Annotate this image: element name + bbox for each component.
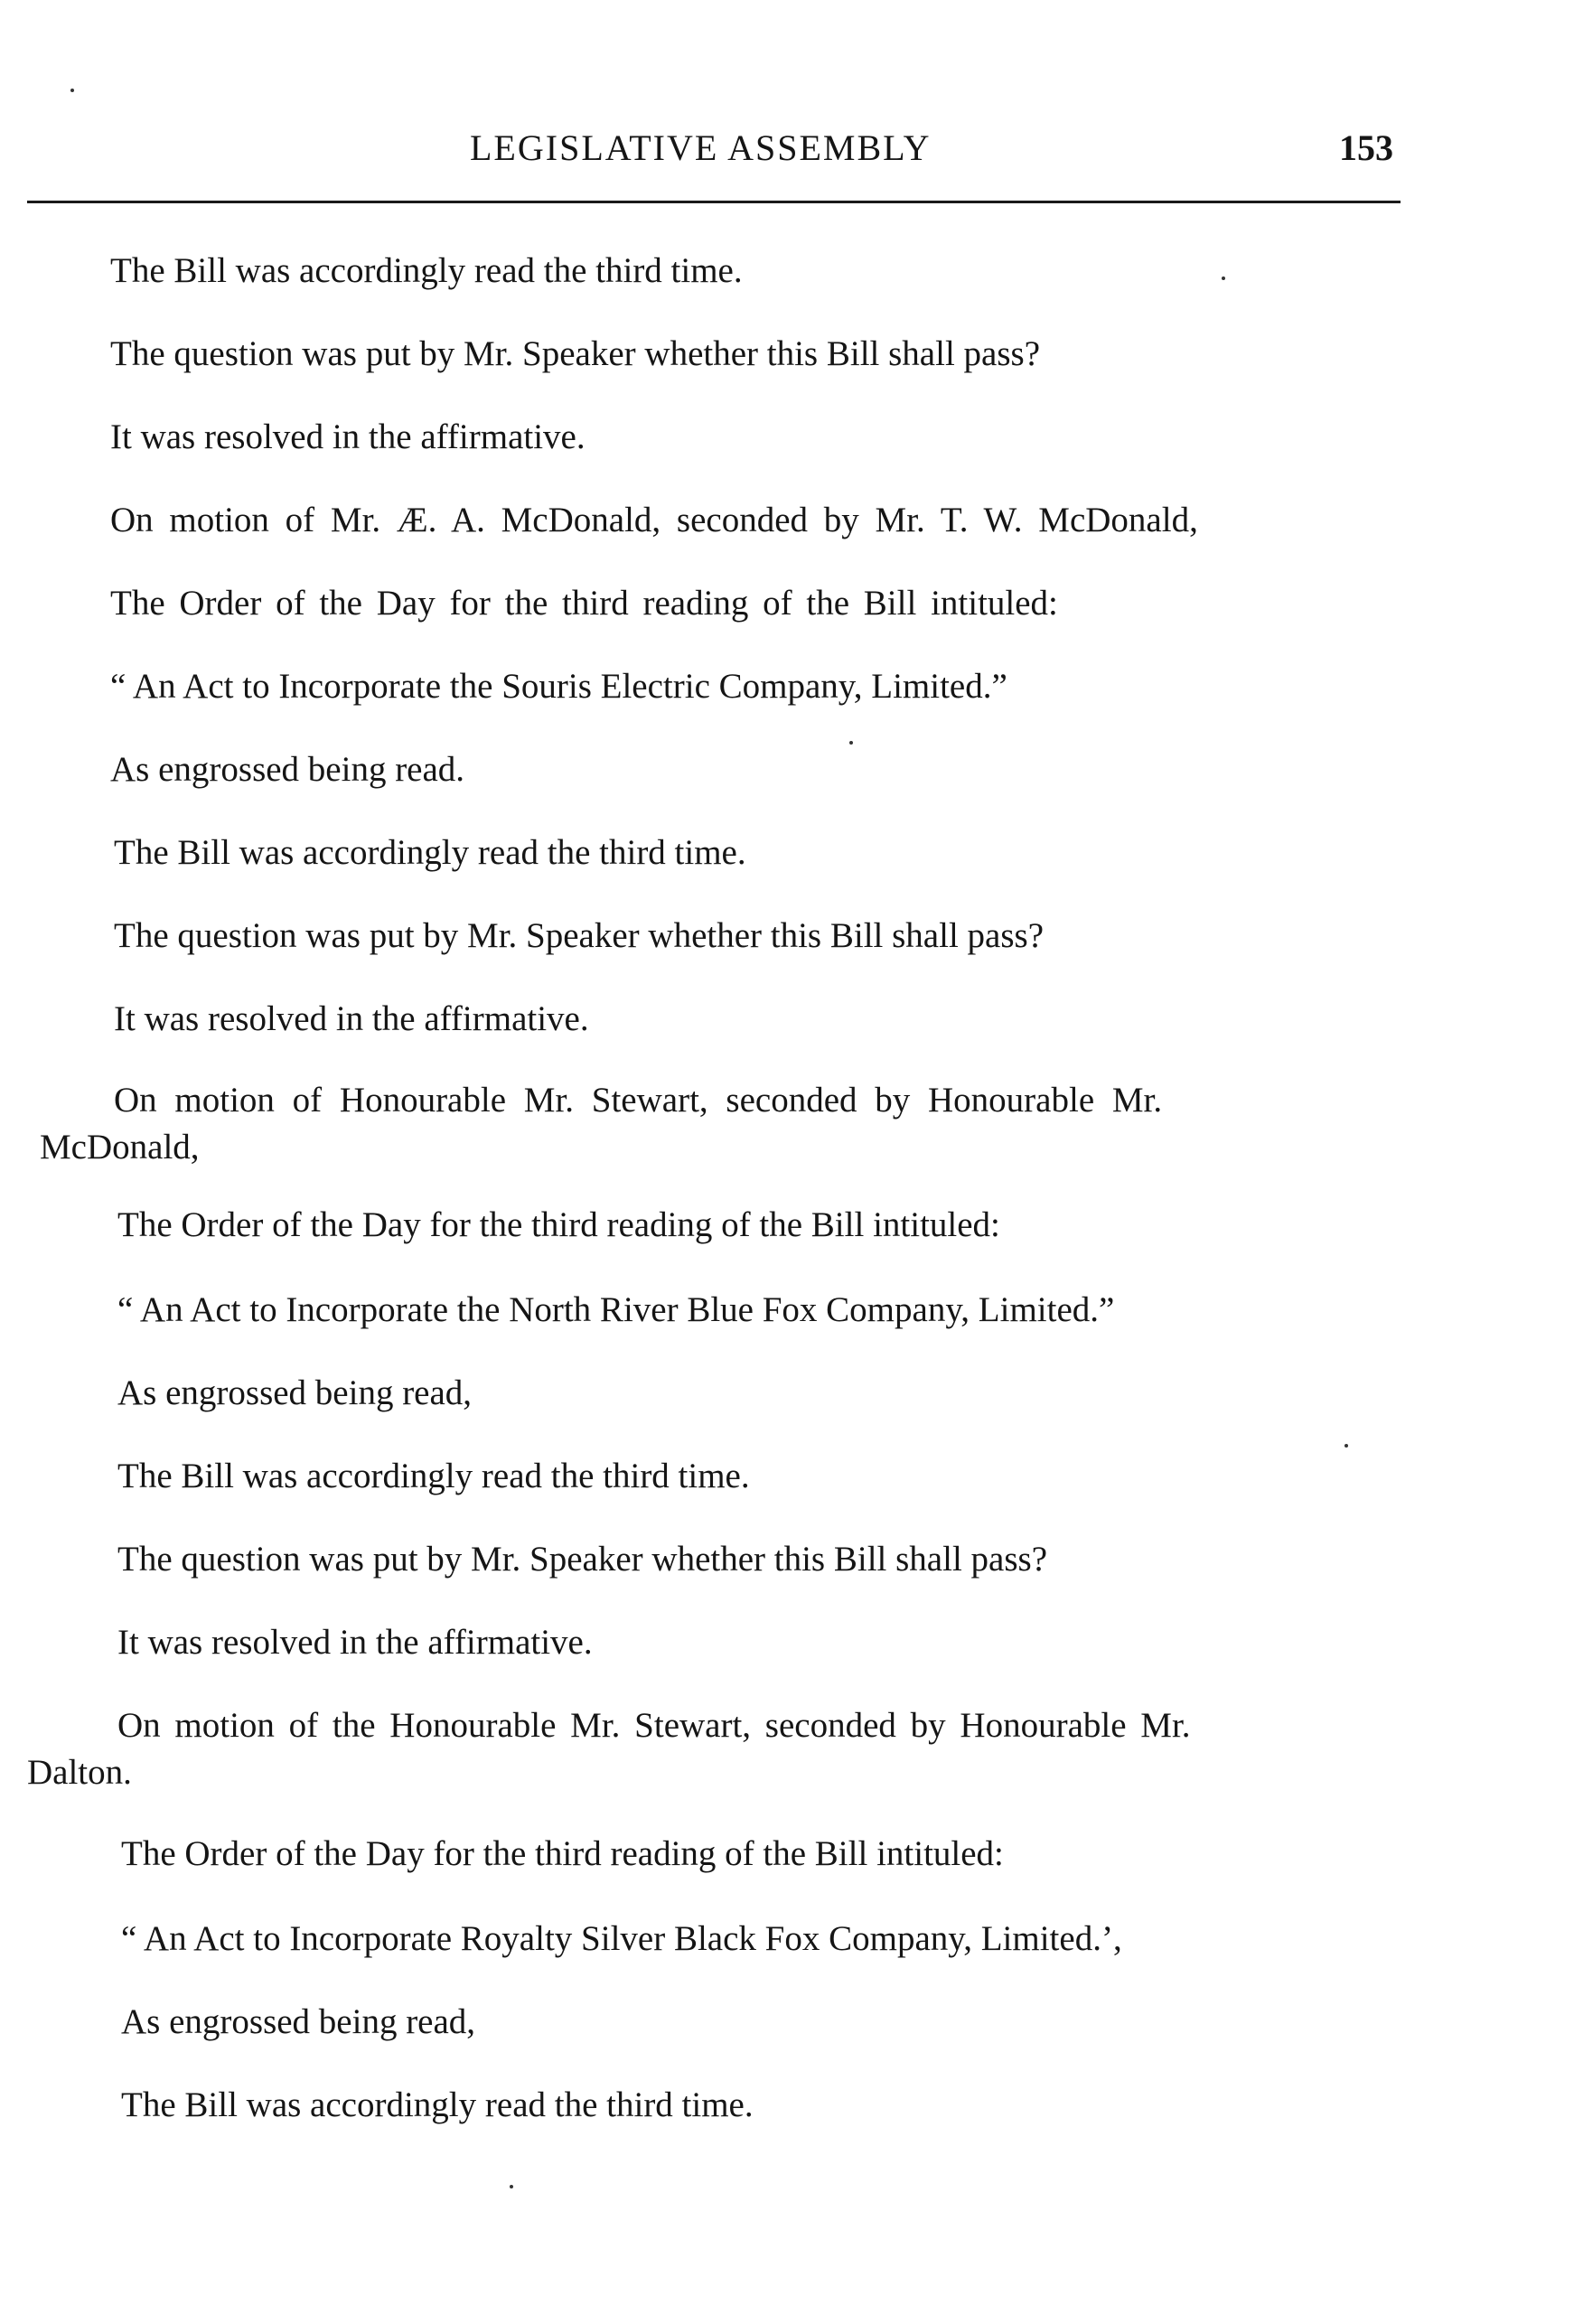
scan-speck (849, 741, 853, 745)
text-line: Dalton. (27, 1753, 132, 1792)
text-line: The Order of the Day for the third reading of the Bill intituled: (121, 1834, 1004, 1873)
scan-speck (1344, 1444, 1348, 1448)
scan-speck (1222, 276, 1225, 280)
text-line: As engrossed being read, (117, 1373, 473, 1412)
text-line: The question was put by Mr. Speaker whether this Bill shall pass? (110, 334, 1041, 373)
text-line: The Bill was accordingly read the third time. (121, 2085, 754, 2124)
text-line: The question was put by Mr. Speaker whether this Bill shall pass? (117, 1540, 1048, 1579)
text-line: McDonald, (40, 1128, 200, 1167)
text-line: The Bill was accordingly read the third time. (114, 833, 746, 872)
text-line: The Order of the Day for the third reading of the Bill intituled: (117, 1205, 1000, 1244)
text-line: On motion of the Honourable Mr. Stewart, seconded by Honourable Mr. (117, 1706, 1191, 1745)
text-line: On motion of Mr. Æ. A. McDonald, seconded by Mr. T. W. McDonald, (110, 501, 1198, 539)
text-line: “ An Act to Incorporate Royalty Silver Black Fox Company, Limited.’, (121, 1919, 1122, 1958)
text-line: “ An Act to Incorporate the Souris Electric Company, Limited.” (110, 667, 1007, 706)
text-line: It was resolved in the affirmative. (117, 1623, 593, 1662)
text-line: The question was put by Mr. Speaker whether this Bill shall pass? (114, 916, 1045, 955)
text-line: It was resolved in the affirmative. (110, 417, 586, 456)
header-rule (27, 201, 1401, 203)
text-line: The Bill was accordingly read the third time. (117, 1457, 750, 1495)
text-line: “ An Act to Incorporate the North River Blue Fox Company, Limited.” (117, 1290, 1115, 1329)
running-header (0, 127, 1574, 181)
running-title: LEGISLATIVE ASSEMBLY (470, 127, 932, 168)
text-line: It was resolved in the affirmative. (114, 999, 589, 1038)
page-number: 153 (1339, 127, 1393, 168)
text-line: As engrossed being read. (110, 750, 465, 789)
text-line: The Bill was accordingly read the third time. (110, 251, 743, 290)
text-line: The Order of the Day for the third reading of the Bill intituled: (110, 584, 1058, 623)
text-line: On motion of Honourable Mr. Stewart, seconded by Honourable Mr. (114, 1081, 1163, 1120)
text-line: As engrossed being read, (121, 2002, 476, 2041)
scan-speck (70, 89, 74, 92)
scan-speck (510, 2185, 513, 2188)
